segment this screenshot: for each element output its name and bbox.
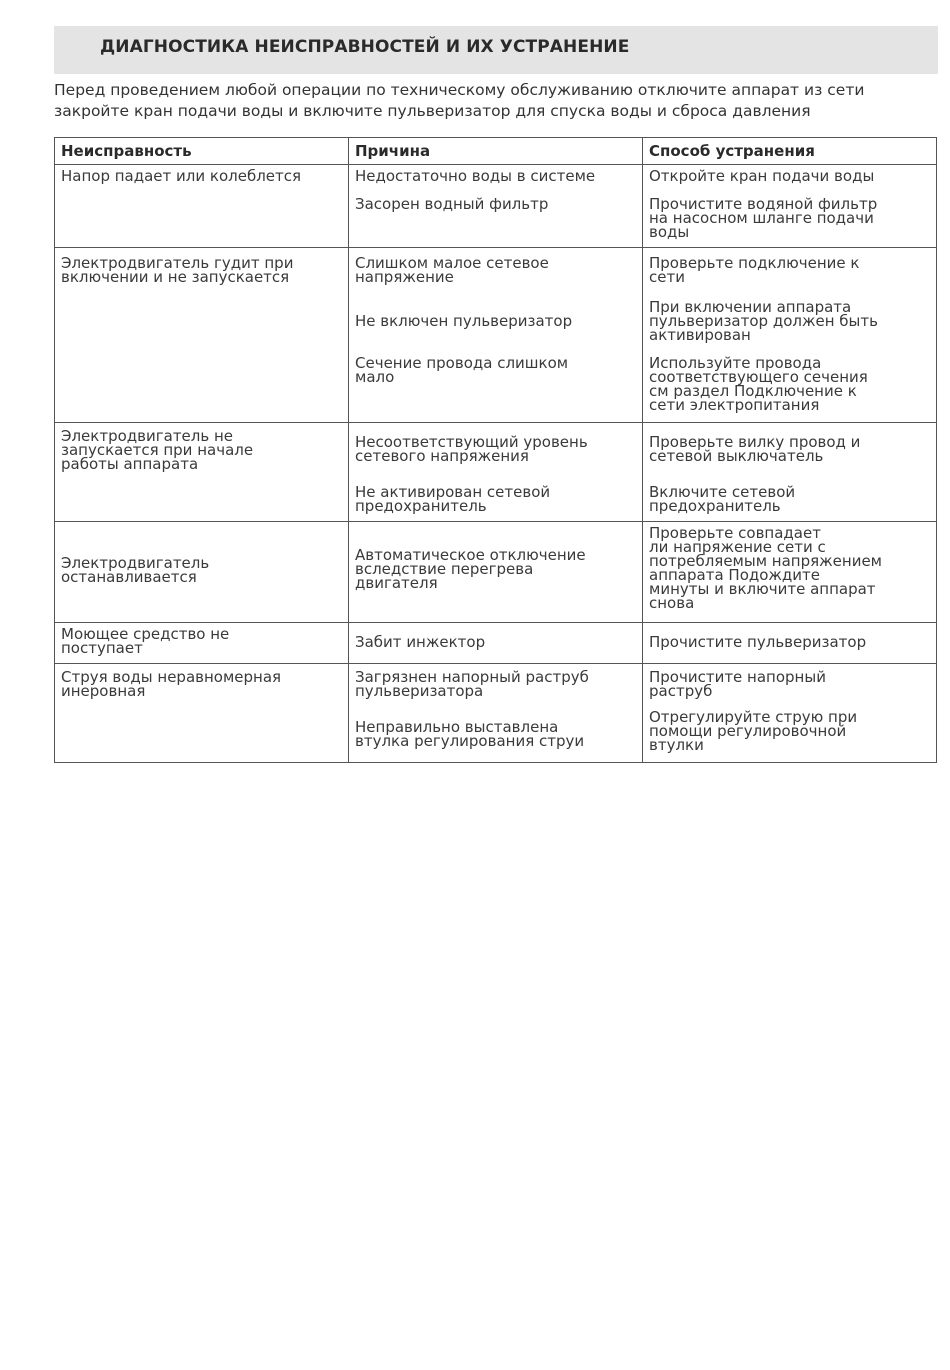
intro-line-1: Перед проведением любой операции по техническому обслуживанию отключите аппарат из сети bbox=[54, 81, 865, 99]
remedy-text: Прочистите напорный раструб bbox=[649, 668, 826, 700]
intro-text bbox=[54, 80, 944, 122]
table-row bbox=[55, 623, 937, 664]
remedy-text: Используйте провода соответствующего сечения см раздел Подключение к сети электропитания bbox=[649, 354, 868, 414]
cause-text: Забит инжектор bbox=[355, 633, 486, 651]
fault-cell bbox=[55, 165, 349, 248]
cause-text: Неправильно выставлена втулка регулирования струи bbox=[355, 718, 585, 750]
remedy-text: Включите сетевой предохранитель bbox=[649, 483, 796, 515]
remedy-cell bbox=[643, 522, 937, 623]
cause-text: Не включен пульверизатор bbox=[355, 312, 573, 330]
remedy-cell bbox=[643, 423, 937, 522]
table-row bbox=[55, 165, 937, 248]
fault-cell bbox=[55, 664, 349, 763]
table-header-row bbox=[55, 138, 937, 165]
remedy-text: Прочистите пульверизатор bbox=[649, 633, 867, 651]
fault-text: Струя воды неравномерная инеровная bbox=[61, 668, 282, 700]
cause-cell bbox=[349, 165, 643, 248]
fault-text: Электродвигатель гудит при включении и не запускается bbox=[61, 254, 294, 286]
table-row bbox=[55, 664, 937, 763]
fault-text: Напор падает или колеблется bbox=[61, 167, 302, 185]
cause-text: Недостаточно воды в системе bbox=[355, 167, 596, 185]
cause-text: Сечение провода слишком мало bbox=[355, 354, 569, 386]
remedy-text: Прочистите водяной фильтр на насосном шланге подачи воды bbox=[649, 195, 878, 241]
cause-cell bbox=[349, 248, 643, 423]
remedy-cell bbox=[643, 664, 937, 763]
header-cause: Причина bbox=[349, 138, 643, 165]
remedy-text: Проверьте подключение к сети bbox=[649, 254, 860, 286]
cause-cell bbox=[349, 623, 643, 664]
remedy-cell bbox=[643, 248, 937, 423]
cause-text: Слишком малое сетевое напряжение bbox=[355, 254, 549, 286]
remedy-cell bbox=[643, 165, 937, 248]
fault-cell bbox=[55, 248, 349, 423]
fault-cell bbox=[55, 423, 349, 522]
remedy-cell bbox=[643, 623, 937, 664]
fault-cell bbox=[55, 522, 349, 623]
intro-line-2: закройте кран подачи воды и включите пульверизатор для спуска воды и сброса давления bbox=[54, 102, 811, 120]
remedy-text: Проверьте вилку провод и сетевой выключатель bbox=[649, 433, 861, 465]
cause-text: Несоответствующий уровень сетевого напряжения bbox=[355, 433, 588, 465]
cause-cell bbox=[349, 664, 643, 763]
cause-text: Автоматическое отключение вследствие перегрева двигателя bbox=[355, 546, 586, 592]
page-title: ДИАГНОСТИКА НЕИСПРАВНОСТЕЙ И ИХ УСТРАНЕНИЕ bbox=[100, 37, 630, 57]
fault-text: Электродвигатель не запускается при начале работы аппарата bbox=[61, 427, 254, 473]
table-row bbox=[55, 248, 937, 423]
cause-text: Не активирован сетевой предохранитель bbox=[355, 483, 551, 515]
header-fault: Неисправность bbox=[55, 138, 349, 165]
cause-cell bbox=[349, 423, 643, 522]
header-remedy: Способ устранения bbox=[643, 138, 937, 165]
troubleshooting-table bbox=[54, 137, 937, 763]
cause-text: Загрязнен напорный раструб пульверизатора bbox=[355, 668, 589, 700]
remedy-text: При включении аппарата пульверизатор должен быть активирован bbox=[649, 298, 878, 344]
table-row bbox=[55, 423, 937, 522]
fault-cell bbox=[55, 623, 349, 664]
remedy-text: Проверьте совпадает ли напряжение сети с потребляемым напряжением аппарата Подождите минуты и включите аппарат снова bbox=[649, 524, 882, 612]
table-row bbox=[55, 522, 937, 623]
remedy-text: Откройте кран подачи воды bbox=[649, 167, 875, 185]
cause-cell bbox=[349, 522, 643, 623]
fault-text: Электродвигатель останавливается bbox=[61, 554, 210, 586]
remedy-text: Отрегулируйте струю при помощи регулировочной втулки bbox=[649, 708, 858, 754]
cause-text: Засорен водный фильтр bbox=[355, 195, 549, 213]
fault-text: Моющее средство не поступает bbox=[61, 625, 230, 657]
